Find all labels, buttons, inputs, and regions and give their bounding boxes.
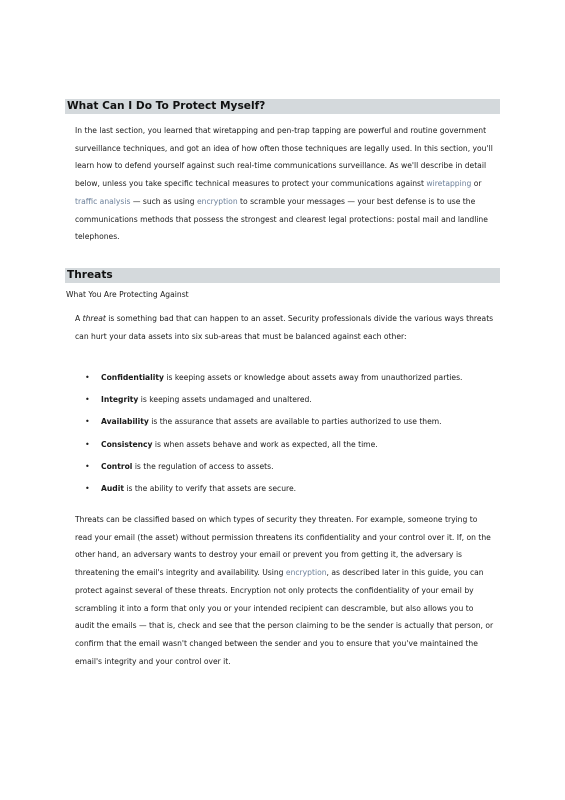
list-item (85, 394, 505, 416)
intro-text-4: to scramble your messages — your best defense is to use the communications methods that possess the strongest and clearest legal protections: postal mail and landline telephones. (75, 196, 488, 242)
threat-classification-paragraph (75, 511, 495, 670)
list-item (85, 461, 505, 483)
bullet-term: Integrity (101, 395, 139, 405)
threat-term: threat (82, 314, 106, 323)
classification-text-2: , as described later in this guide, you can protect against several of these threats. Encryption not only protects the confidentiality of your email by scrambling it into a form that only you or your intended recipient can descramble, but also allows you to audit the emails — that is, check and see that the person claiming to be the sender is actually that person, or confirm that the email wasn't changed between the sender and you to ensure that you've maintained the email's integrity and your control over it. (75, 568, 494, 666)
intro-text-2: or (471, 179, 482, 189)
intro-paragraph (75, 122, 495, 246)
bullet-text: is keeping assets or knowledge about assets away from unauthorized parties. (163, 373, 463, 382)
bullet-text: is keeping assets undamaged and unaltered. (138, 395, 312, 405)
intro-text-1: In the last section, you learned that wiretapping and pen-trap tapping are powerful and routine government surveillance techniques, and got an idea of how often those techniques are legally used. In this section, you'll learn how to defend yourself against such real-time communications surveillance. As we'll describe in detail below, unless you take specific technical measures to protect your communications against (75, 126, 493, 189)
intro-text-3: — such as using (130, 196, 197, 206)
bullet-text: is the regulation of access to assets. (132, 461, 274, 471)
bullet-term: Control (101, 461, 133, 471)
section-heading-threats: Threats (65, 268, 500, 283)
bullet-text: is the ability to verify that assets are secure. (123, 483, 297, 493)
list-item (85, 483, 505, 505)
encryption-link[interactable]: encryption (196, 196, 238, 206)
list-item (85, 372, 505, 394)
threats-subtitle: What You Are Protecting Against (66, 290, 189, 299)
threat-text-1: A (75, 314, 83, 323)
classification-text-1: Threats can be classified based on which types of security they threaten. For example, someone trying to read your email (the asset) without permission threatens its confidentiality and your control over it. If, on the other hand, an adversary wants to destroy your email or prevent you from getting it, the adversary is threatening the email's integrity and availability. Using (75, 515, 491, 578)
encryption-link-2[interactable]: encryption (285, 568, 327, 578)
threat-text-2: is something bad that can happen to an asset. Security professionals divide the various ways threats can hurt your data assets into six sub-areas that must be balanced against each other: (75, 314, 494, 341)
list-item (85, 416, 505, 438)
list-item (85, 439, 505, 461)
bullet-term: Confidentiality (101, 373, 164, 382)
wiretapping-link[interactable]: wiretapping (426, 179, 472, 189)
bullet-term: Consistency (101, 439, 153, 449)
threat-areas-list (85, 372, 505, 505)
traffic-analysis-link[interactable]: traffic analysis (75, 196, 131, 206)
bullet-term: Availability (101, 417, 149, 427)
bullet-term: Audit (101, 483, 124, 493)
bullet-text: is when assets behave and work as expected, all the time. (152, 439, 378, 449)
threat-definition-paragraph (75, 310, 495, 345)
section-heading-protect: What Can I Do To Protect Myself? (65, 99, 500, 114)
bullet-text: is the assurance that assets are available to parties authorized to use them. (148, 417, 442, 427)
